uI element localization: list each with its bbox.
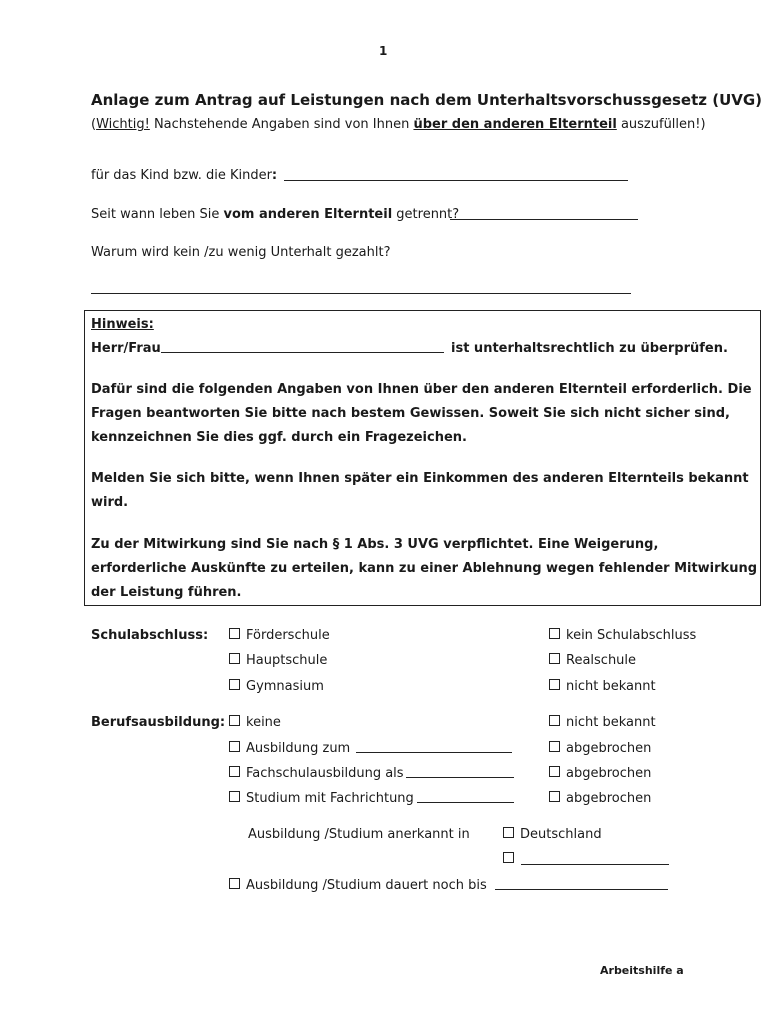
hint-paragraph-3-line-3: der Leistung führen. — [91, 585, 242, 600]
hint-herr-frau-line — [91, 341, 161, 356]
subtitle-text-2: auszufüllen!) — [616, 117, 706, 132]
duration-label: Ausbildung /Studium dauert noch bis — [246, 878, 487, 893]
hint-paragraph-1-line-2: Fragen beantworten Sie bitte nach bestem Gewissen. Soweit Sie sich nicht sicher sind, — [91, 406, 730, 421]
recognized-other-field[interactable] — [521, 852, 669, 865]
recognized-option-label: Deutschland — [520, 827, 602, 842]
school-option-label: Realschule — [566, 653, 637, 668]
checkbox[interactable] — [549, 791, 560, 802]
training-option-label: Fachschulausbildung als — [246, 766, 404, 781]
hint-heading: Hinweis: — [91, 317, 154, 332]
important-note: Wichtig! — [96, 117, 150, 132]
page-title: Anlage zum Antrag auf Leistungen nach dem Unterhaltsvorschussgesetz (UVG) — [91, 91, 763, 109]
school-option-foerderschule[interactable] — [229, 628, 330, 643]
checkbox[interactable] — [549, 766, 560, 777]
subtitle-text-1: Nachstehende Angaben sind von Ihnen — [149, 117, 414, 132]
school-option-none[interactable] — [549, 628, 696, 643]
hint-check-text: ist unterhaltsrechtlich zu überprüfen. — [451, 341, 728, 356]
checkbox[interactable] — [229, 628, 240, 639]
study-aborted[interactable] — [549, 791, 651, 806]
training-option-none[interactable] — [229, 715, 281, 730]
checkbox[interactable] — [229, 741, 240, 752]
herr-frau-field[interactable] — [161, 340, 444, 353]
recognized-label: Ausbildung /Studium anerkannt in — [248, 827, 470, 842]
herr-frau-label: Herr/Frau — [91, 341, 161, 356]
question-children-label: für das Kind bzw. die Kinder — [91, 168, 272, 183]
checkbox[interactable] — [229, 715, 240, 726]
subtitle — [91, 117, 706, 132]
training-option-label: Ausbildung zum — [246, 741, 351, 756]
checkbox[interactable] — [549, 715, 560, 726]
school-label: Schulabschluss: — [91, 628, 209, 643]
checkbox[interactable] — [229, 679, 240, 690]
checkbox[interactable] — [229, 878, 240, 889]
hint-paragraph-1-line-1: Dafür sind die folgenden Angaben von Ihnen über den anderen Elternteil erforderlich. Die — [91, 382, 752, 397]
hint-paragraph-2-line-1: Melden Sie sich bitte, wenn Ihnen später ein Einkommen des anderen Elternteils bekannt — [91, 471, 749, 486]
training-option-apprenticeship[interactable] — [229, 741, 350, 756]
duration-option[interactable] — [229, 878, 487, 893]
question-separated-text-1: Seit wann leben Sie — [91, 207, 224, 222]
no-maintenance-reason-field[interactable] — [91, 281, 631, 294]
training-option-label: nicht bekannt — [566, 715, 656, 730]
school-option-label: Hauptschule — [246, 653, 328, 668]
school-option-gymnasium[interactable] — [229, 679, 324, 694]
question-separated-emphasis: vom anderen Elternteil — [223, 207, 393, 222]
technical-school-aborted[interactable] — [549, 766, 651, 781]
aborted-label: abgebrochen — [566, 741, 652, 756]
training-option-label: keine — [246, 715, 281, 730]
checkbox[interactable] — [549, 741, 560, 752]
question-separated-text-2: getrennt? — [392, 207, 460, 222]
checkbox[interactable] — [503, 827, 514, 838]
question-children-colon: : — [271, 168, 278, 183]
separated-since-field[interactable] — [450, 207, 638, 220]
training-option-unknown[interactable] — [549, 715, 656, 730]
school-option-label: Förderschule — [246, 628, 330, 643]
duration-field[interactable] — [495, 877, 668, 890]
training-option-study[interactable] — [229, 791, 414, 806]
apprenticeship-aborted[interactable] — [549, 741, 651, 756]
training-option-label: Studium mit Fachrichtung — [246, 791, 414, 806]
checkbox[interactable] — [229, 653, 240, 664]
recognized-option-other[interactable] — [503, 852, 520, 867]
page-number: 1 — [379, 44, 388, 58]
hint-paragraph-2-line-2: wird. — [91, 495, 129, 510]
hint-paragraph-3-line-1: Zu der Mitwirkung sind Sie nach § 1 Abs. 3 UVG verpflichtet. Eine Weigerung, — [91, 537, 659, 552]
checkbox[interactable] — [549, 679, 560, 690]
hint-paragraph-1-line-3: kennzeichnen Sie dies ggf. durch ein Fragezeichen. — [91, 430, 467, 445]
question-separated-since — [91, 207, 459, 222]
school-option-hauptschule[interactable] — [229, 653, 327, 668]
question-children — [91, 168, 277, 183]
subtitle-emphasis: über den anderen Elternteil — [413, 117, 617, 132]
school-option-realschule[interactable] — [549, 653, 636, 668]
technical-school-field[interactable] — [406, 765, 514, 778]
checkbox[interactable] — [229, 766, 240, 777]
children-field[interactable] — [284, 168, 628, 181]
school-option-label: kein Schulabschluss — [566, 628, 697, 643]
checkbox[interactable] — [549, 653, 560, 664]
question-no-maintenance: Warum wird kein /zu wenig Unterhalt gezahlt? — [91, 245, 391, 260]
checkbox[interactable] — [549, 628, 560, 639]
study-field[interactable] — [417, 790, 514, 803]
aborted-label: abgebrochen — [566, 791, 652, 806]
checkbox[interactable] — [229, 791, 240, 802]
school-option-unknown[interactable] — [549, 679, 656, 694]
hint-paragraph-3-line-2: erforderliche Auskünfte zu erteilen, kann zu einer Ablehnung wegen fehlender Mitwirkung — [91, 561, 758, 576]
training-option-technical-school[interactable] — [229, 766, 404, 781]
aborted-label: abgebrochen — [566, 766, 652, 781]
training-label: Berufsausbildung: — [91, 715, 226, 730]
apprenticeship-field[interactable] — [356, 740, 512, 753]
school-option-label: nicht bekannt — [566, 679, 656, 694]
subtitle-open: ( — [91, 117, 97, 132]
checkbox[interactable] — [503, 852, 514, 863]
school-option-label: Gymnasium — [246, 679, 324, 694]
footer-label: Arbeitshilfe a — [600, 964, 684, 977]
recognized-option-germany[interactable] — [503, 827, 602, 842]
